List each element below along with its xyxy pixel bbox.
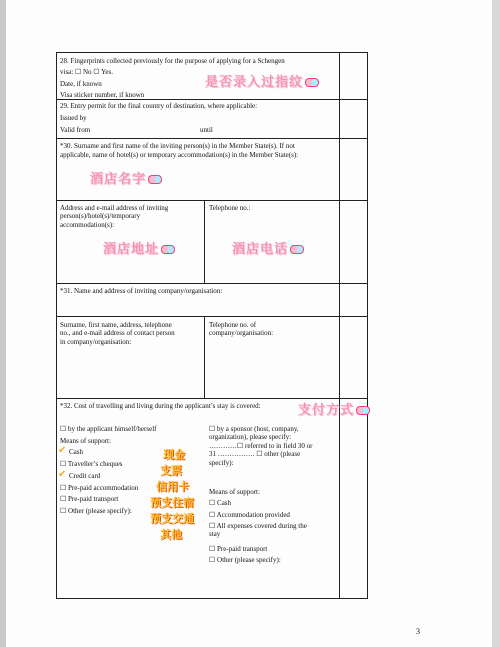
q32-self-option: ☐ by the applicant himself/herself [60,425,157,433]
annotation-transport: 预支交通 [150,512,194,525]
q30-telephone-label: Telephone no.: [209,204,251,212]
q32-left-other: ☐ Other (please specify): [60,507,132,515]
q31-telephone-label: Telephone no. of company/organisation: [209,321,274,338]
q32-left-cheques: ☐ Traveller’s cheques [60,460,123,468]
q29-line2: Issued by [60,114,87,122]
checkmark-icon: ✔ [58,469,67,480]
q31-line1: *31. Name and address of inviting company/organisation: [60,287,223,295]
q32-right-all-expenses: ☐ All expenses covered during the stay [209,522,307,539]
row-divider [56,200,368,201]
q32-left-accommodation: ☐ Pre-paid accommodation [60,484,139,492]
q29-until: until [200,126,213,134]
eraser-icon [290,245,304,254]
q32-right-other: ☐ Other (please specify): [209,556,281,564]
q28-line3: Date, if known [60,80,102,88]
q32-right-transport: ☐ Pre-paid transport [209,545,268,553]
q32-line1: *32. Cost of travelling and living during the applicant’s stay is covered: [60,402,261,410]
eraser-icon [305,78,319,87]
row-divider [56,138,368,139]
row-divider [56,283,368,284]
annotation-fingerprint: 是否录入过指纹 [205,71,319,90]
q28-line2: visa: ☐ No ☐ Yes. [60,68,114,76]
annotation-accommodation: 预支住宿 [150,496,194,509]
right-column-divider [339,52,340,599]
q32-right-cash: ☐ Cash [209,499,232,507]
annotation-hotel-name: 酒店名字 [90,168,162,187]
q32-left-means: Means of support: [60,437,111,445]
q28-line1: 28. Fingerprints collected previously for the purpose of applying for a Schengen [60,57,285,65]
q32-right-means: Means of support: [209,488,260,496]
annotation-credit: 信用卡 [156,480,189,493]
page-number: 3 [416,627,420,636]
annotation-hotel-address: 酒店地址 [103,238,175,257]
annotation-cheques: 支票 [160,464,182,477]
checkmark-icon: ✔ [58,445,67,456]
cell-divider [204,200,205,283]
q31-contact-label: Surname, first name, address, telephone no., and e-mail address of contact person in company/organisation: [60,321,175,346]
q30-line1: *30. Surname and first name of the inviting person(s) in the Member State(s). If not [60,142,295,150]
cell-divider [204,316,205,398]
q32-left-cash: Cash [69,448,83,456]
q32-right-accommodation: ☐ Accommodation provided [209,511,290,519]
annotation-cash: 现金 [163,448,185,461]
page-edge [492,0,500,647]
row-divider [56,316,368,317]
q30-line2: applicable, name of hotel(s) or temporary accommodation(s) in the Member State(s): [60,151,299,159]
q30-address-label: Address and e-mail address of inviting person(s)/hotel(s)/temporary accommodation(s): [60,204,169,229]
annotation-payment: 支付方式 [298,399,370,418]
annotation-hotel-phone: 酒店电话 [232,238,304,257]
eraser-icon [161,245,175,254]
eraser-icon [148,175,162,184]
q28-line4: Visa sticker number, if known [60,91,145,99]
q29-line1: 29. Entry permit for the final country of destination, where applicable: [60,102,258,110]
annotation-other: 其他 [160,528,182,541]
eraser-icon [356,406,370,415]
q32-sponsor-option: ☐ by a sponsor (host, company, organization), please specify: …………☐ referred to in field 30 or 31 ……………. ☐ other (please specify): [209,425,313,467]
q29-line3: Valid from [60,126,91,134]
q32-left-transport: ☐ Pre-paid transport [60,495,119,503]
q32-left-credit: Credit card [69,472,101,480]
